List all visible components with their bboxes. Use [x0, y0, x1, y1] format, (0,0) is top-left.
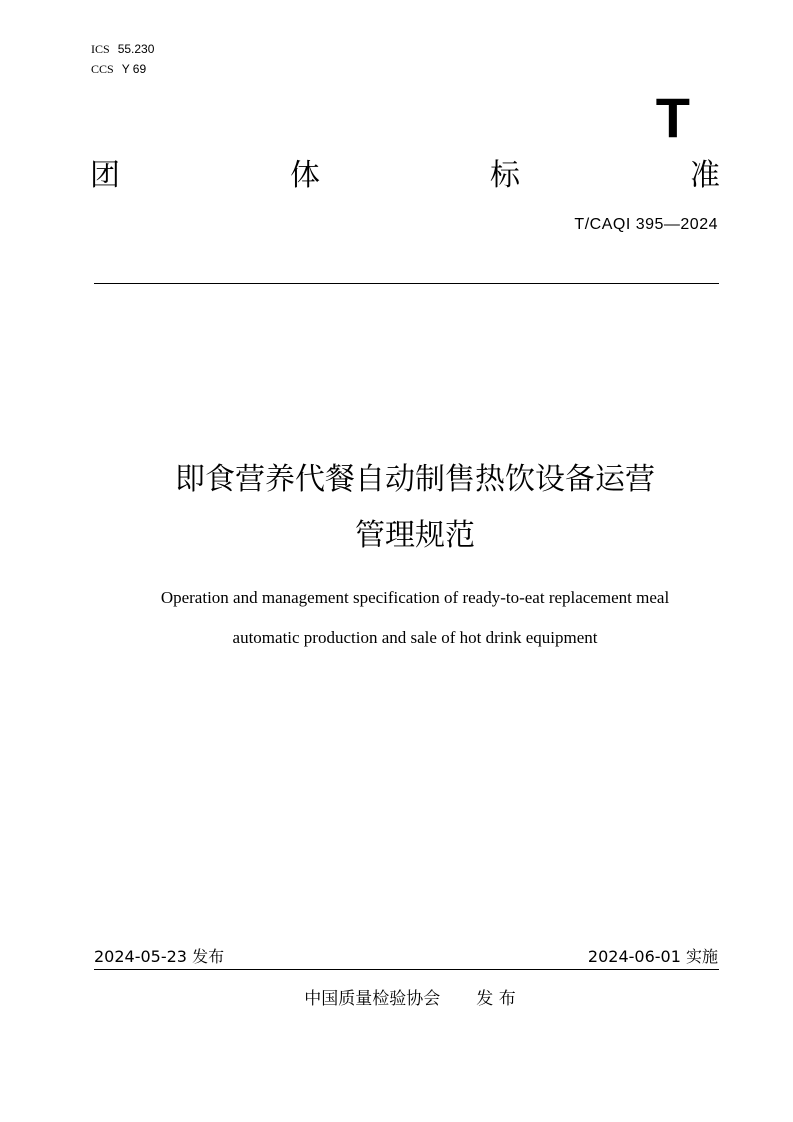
- ccs-value: Y 69: [121, 62, 147, 76]
- issuer-name: 中国质量检验协会: [304, 989, 441, 1009]
- ics-value: 55.230: [117, 42, 155, 56]
- english-title-line: automatic production and sale of hot drink equipment: [232, 628, 598, 647]
- standard-kind-heading: [90, 156, 720, 196]
- issuer-line: [0, 984, 793, 1009]
- kind-char: 体: [290, 158, 320, 193]
- standard-code: T/CAQI 395—2024: [574, 216, 718, 233]
- publish-date: 2024-05-23 发布: [94, 947, 225, 966]
- footer-divider: [94, 969, 719, 970]
- chinese-title-line: 管理规范: [355, 518, 475, 553]
- ics-code: [91, 39, 154, 59]
- kind-char: 标: [490, 158, 520, 193]
- ccs-code: [91, 59, 154, 79]
- classification-codes: [91, 39, 154, 79]
- implement-date: 2024-06-01 实施: [587, 947, 718, 966]
- chinese-title: [0, 452, 793, 564]
- issue-label: 发 布: [476, 989, 516, 1009]
- kind-char: 团: [90, 158, 120, 193]
- english-title: [0, 578, 793, 658]
- kind-char: 准: [690, 158, 720, 193]
- english-title-line: Operation and management specification of ready-to-eat replacement meal: [160, 588, 670, 607]
- ccs-label: CCS: [91, 62, 114, 76]
- chinese-title-line: 即食营养代餐自动制售热饮设备运营: [175, 462, 655, 497]
- header-divider: [94, 283, 719, 284]
- standard-type-letter: T: [655, 86, 690, 149]
- ics-label: ICS: [91, 42, 110, 56]
